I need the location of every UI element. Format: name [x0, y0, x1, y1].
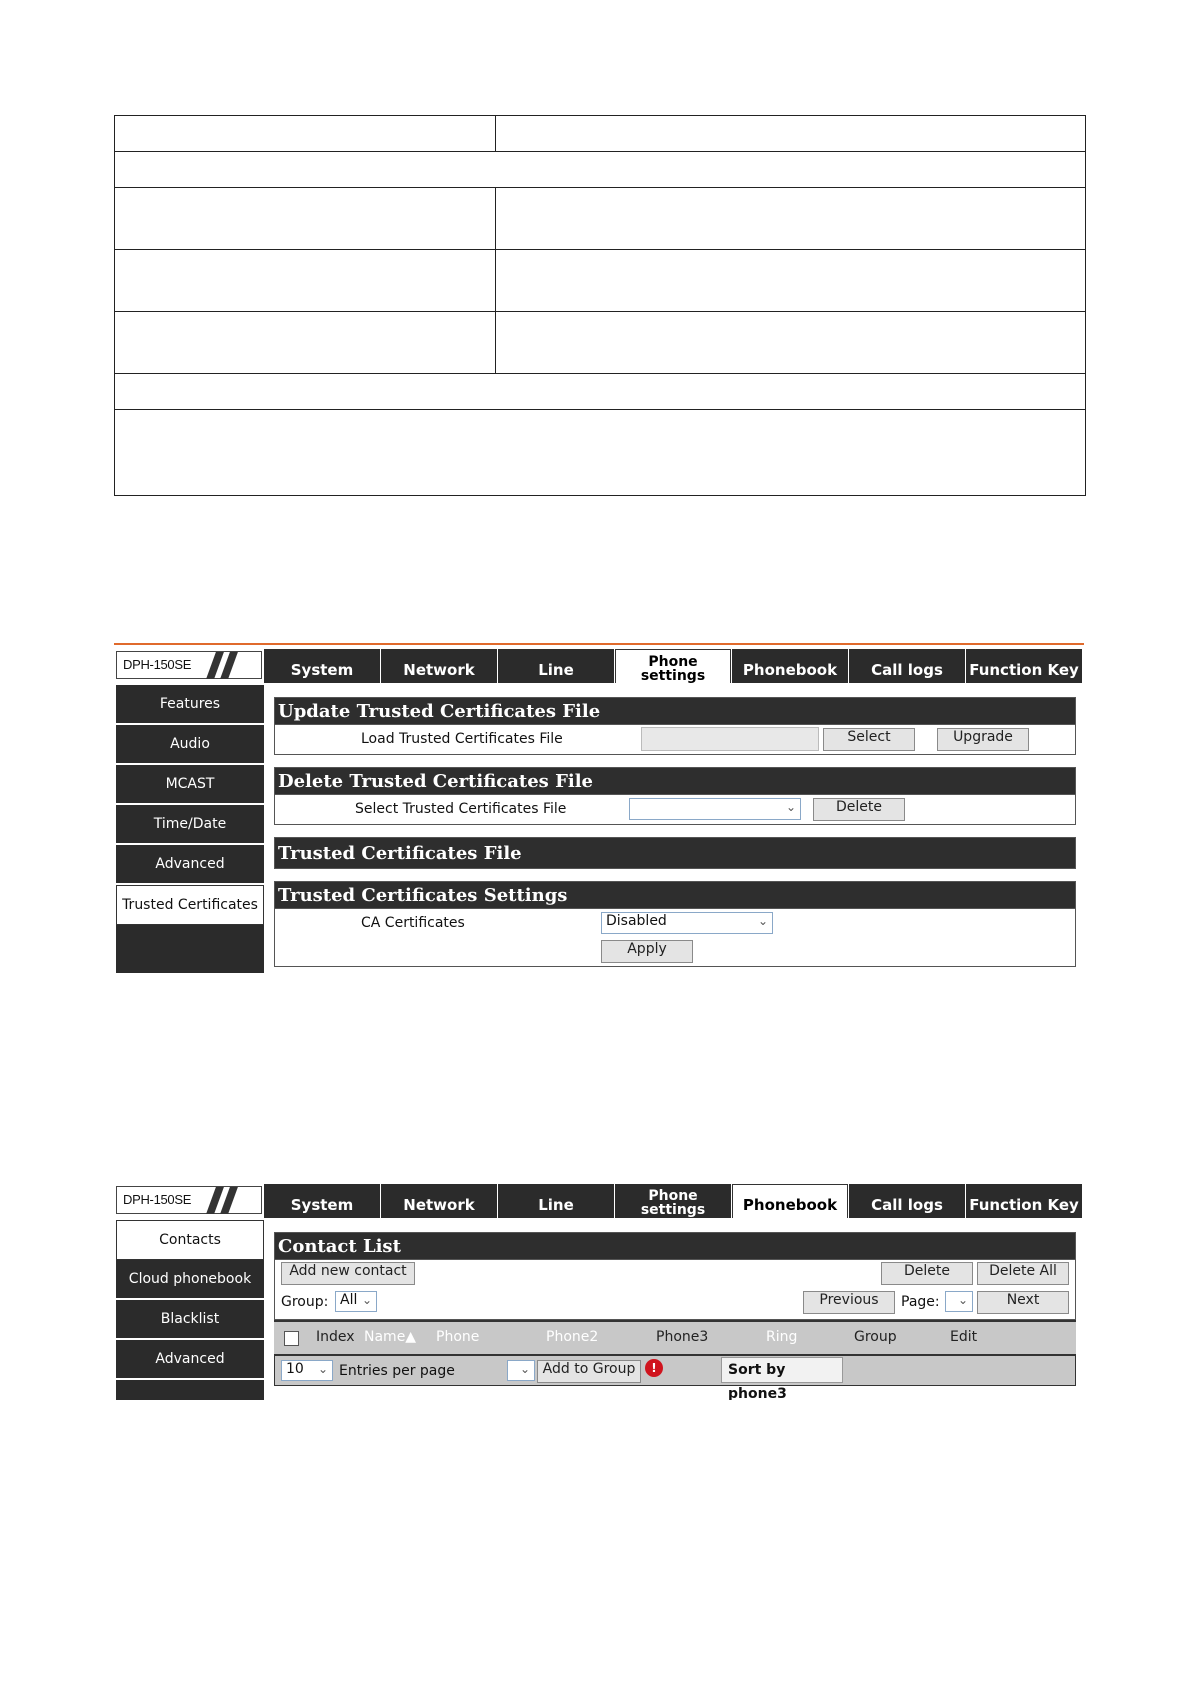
table-cell — [496, 116, 1086, 152]
certificate-file-select[interactable] — [629, 798, 801, 820]
settings-section-title: Trusted Certificates Settings — [274, 881, 1076, 909]
alert-icon: ! — [645, 1359, 663, 1377]
table-cell — [496, 188, 1086, 250]
table-cell — [115, 188, 496, 250]
model-name: DPH-150SE — [123, 1192, 192, 1207]
tab-call-logs[interactable]: Call logs — [849, 1184, 965, 1218]
sidebar-item-trusted-certificates[interactable]: Trusted Certificates — [116, 885, 264, 925]
table-cell — [115, 410, 1086, 496]
contact-list-title: Contact List — [274, 1232, 1076, 1260]
tab-function-key[interactable]: Function Key — [966, 1184, 1082, 1218]
chevron-down-icon: ⌄ — [361, 1293, 372, 1307]
delete-all-button[interactable]: Delete All — [977, 1262, 1069, 1285]
sidebar-item-advanced[interactable]: Advanced — [116, 845, 264, 885]
select-all-checkbox[interactable] — [284, 1331, 299, 1346]
table-cell — [115, 374, 1086, 410]
entries-per-page-value: 10 — [286, 1361, 304, 1377]
sidebar-item-advanced[interactable]: Advanced — [116, 1340, 264, 1380]
column-group[interactable]: Group — [854, 1329, 897, 1345]
group-value: All — [340, 1292, 358, 1308]
tab-network[interactable]: Network — [381, 649, 497, 683]
tab-call-logs[interactable]: Call logs — [849, 649, 965, 683]
tab-line[interactable]: Line — [498, 649, 614, 683]
ca-certificates-value: Disabled — [606, 913, 667, 929]
model-name: DPH-150SE — [123, 657, 192, 672]
tab-phonebook[interactable]: Phonebook — [732, 649, 848, 683]
file-section-title: Trusted Certificates File — [274, 837, 1076, 869]
sidebar-item-blacklist[interactable]: Blacklist — [116, 1300, 264, 1340]
delete-button[interactable]: Delete — [881, 1262, 973, 1285]
previous-button[interactable]: Previous — [803, 1291, 895, 1314]
chevron-down-icon: ⌄ — [757, 914, 768, 928]
tab-phone-settings[interactable]: Phone settings — [615, 649, 731, 683]
tab-system[interactable]: System — [264, 1184, 380, 1218]
chevron-down-icon: ⌄ — [317, 1362, 328, 1376]
tab-phone-settings[interactable]: Phone settings — [615, 1184, 731, 1218]
top-nav — [264, 649, 1084, 683]
entries-per-page-select[interactable] — [281, 1360, 333, 1381]
table-cell — [115, 152, 1086, 188]
logo — [116, 651, 262, 679]
column-phone3[interactable]: Phone3 — [656, 1329, 709, 1345]
table-cell — [115, 312, 496, 374]
settings-section — [274, 909, 1076, 967]
chevron-down-icon: ⌄ — [785, 800, 796, 814]
group-label: Group: — [281, 1294, 329, 1310]
table-cell — [115, 250, 496, 312]
main-content — [274, 685, 1076, 967]
contact-table-header — [274, 1320, 1076, 1356]
sidebar-item-features[interactable]: Features — [116, 685, 264, 725]
table-cell — [496, 312, 1086, 374]
ca-certificates-label: CA Certificates — [361, 915, 465, 931]
table-cell — [496, 250, 1086, 312]
sidebar-item-mcast[interactable]: MCAST — [116, 765, 264, 805]
column-name[interactable]: Name▲ — [364, 1329, 417, 1345]
sidebar-item-contacts[interactable]: Contacts — [116, 1220, 264, 1260]
select-button[interactable]: Select — [823, 728, 915, 751]
page-select[interactable] — [945, 1291, 973, 1312]
add-to-group-button[interactable]: Add to Group — [537, 1360, 641, 1383]
next-button[interactable]: Next — [977, 1291, 1069, 1314]
tab-network[interactable]: Network — [381, 1184, 497, 1218]
tab-system[interactable]: System — [264, 649, 380, 683]
trusted-certificates-screenshot — [114, 643, 1084, 973]
sidebar-item-time-date[interactable]: Time/Date — [116, 805, 264, 845]
logo — [116, 1186, 262, 1214]
contact-list-toolbar — [274, 1260, 1076, 1320]
sort-by-phone3[interactable]: Sort by phone3 — [721, 1357, 843, 1383]
tab-line[interactable]: Line — [498, 1184, 614, 1218]
top-nav — [264, 1184, 1084, 1218]
chevron-down-icon: ⌄ — [519, 1362, 530, 1376]
column-ring[interactable]: Ring — [766, 1329, 798, 1345]
chevron-down-icon: ⌄ — [957, 1293, 968, 1307]
ca-certificates-select[interactable] — [601, 912, 773, 934]
add-new-contact-button[interactable]: Add new contact — [281, 1262, 415, 1285]
sidebar — [116, 685, 264, 973]
load-file-label: Load Trusted Certificates File — [361, 731, 563, 747]
delete-section — [274, 795, 1076, 825]
group-target-select[interactable] — [507, 1360, 535, 1381]
upgrade-button[interactable]: Upgrade — [937, 728, 1029, 751]
update-section — [274, 725, 1076, 755]
document-table — [114, 115, 1086, 496]
column-index[interactable]: Index — [316, 1329, 355, 1345]
entries-per-page-label: Entries per page — [339, 1363, 455, 1379]
apply-button[interactable]: Apply — [601, 940, 693, 963]
sidebar-item-audio[interactable]: Audio — [116, 725, 264, 765]
update-section-title: Update Trusted Certificates File — [274, 697, 1076, 725]
file-path-field[interactable] — [641, 727, 819, 751]
delete-section-title: Delete Trusted Certificates File — [274, 767, 1076, 795]
column-edit[interactable]: Edit — [950, 1329, 978, 1345]
group-select[interactable] — [335, 1291, 377, 1312]
table-cell — [115, 116, 496, 152]
logo-slash-icon — [220, 1187, 238, 1214]
phonebook-screenshot — [114, 1180, 1084, 1400]
sidebar-item-cloud-phonebook[interactable]: Cloud phonebook — [116, 1260, 264, 1300]
sidebar — [116, 1220, 264, 1400]
column-phone[interactable]: Phone — [436, 1329, 480, 1345]
column-phone2[interactable]: Phone2 — [546, 1329, 599, 1345]
main-content — [274, 1220, 1076, 1400]
tab-phonebook[interactable]: Phonebook — [732, 1184, 848, 1218]
tab-function-key[interactable]: Function Key — [966, 649, 1082, 683]
logo-slash-icon — [220, 652, 238, 679]
page-label: Page: — [901, 1294, 940, 1310]
contact-table-footer — [274, 1356, 1076, 1400]
select-file-label: Select Trusted Certificates File — [355, 801, 567, 817]
delete-button[interactable]: Delete — [813, 798, 905, 821]
